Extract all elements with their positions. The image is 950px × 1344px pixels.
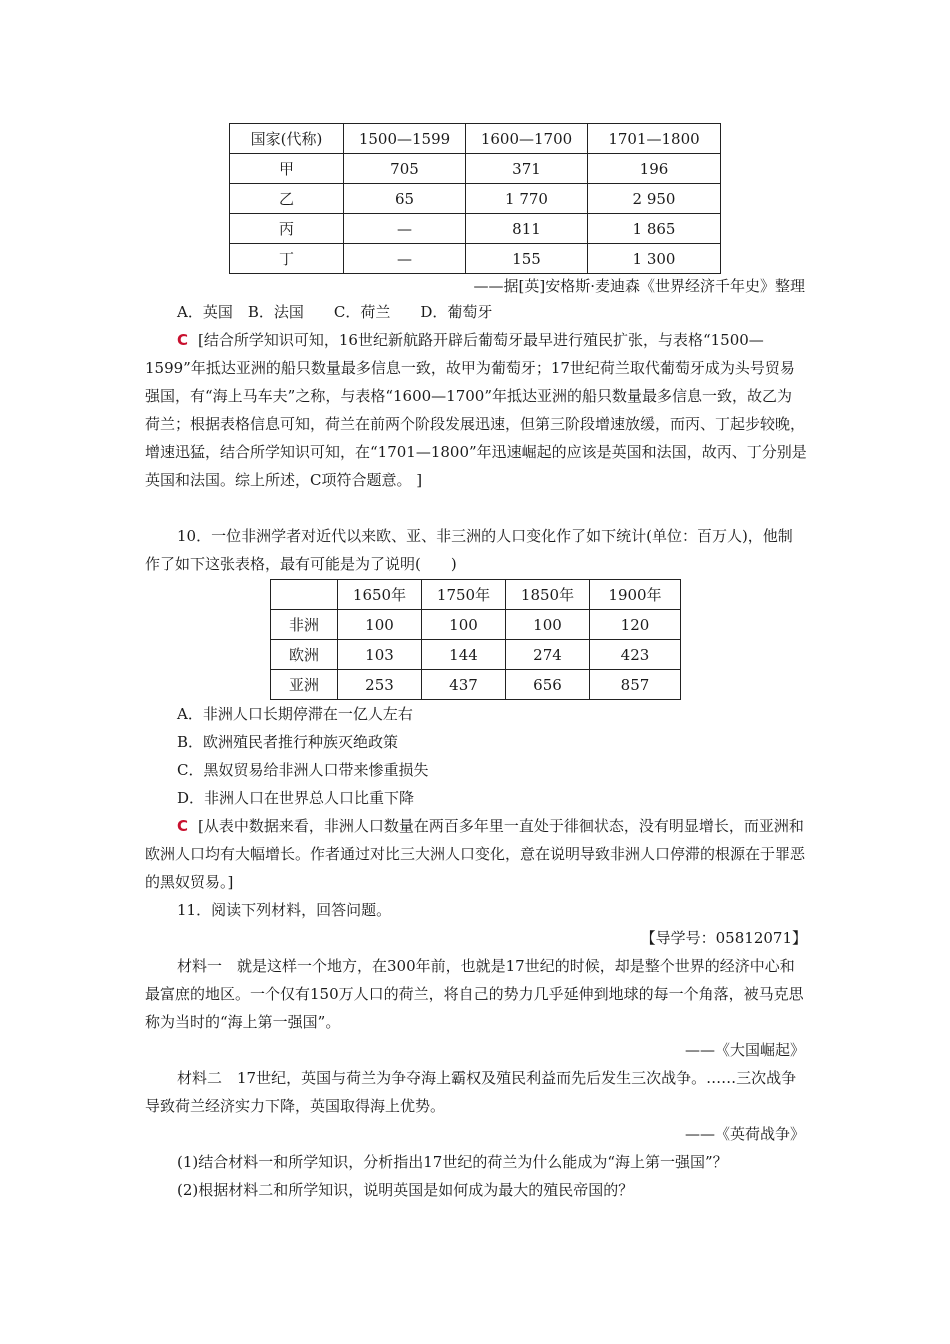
table-header-cell: 1850年 <box>506 580 590 610</box>
q10-option-c: C．黑奴贸易给非洲人口带来惨重损失 <box>177 761 429 779</box>
q10-explanation: [从表中数据来看，非洲人口数量在两百多年里一直处于徘徊状态，没有明显增长，而亚洲和欧洲人口均有大幅增长。作者通过对比三大洲人口变化，意在说明导致非洲人口停滞的根源在于罪恶的黑奴贸易。] <box>145 817 806 891</box>
table-header-cell: 1500—1599 <box>344 124 466 154</box>
table-cell: 155 <box>466 244 588 274</box>
q10-option-d: D．非洲人口在世界总人口比重下降 <box>177 789 415 807</box>
table-header-cell <box>271 580 338 610</box>
table-cell: 丁 <box>230 244 344 274</box>
table-cell: 65 <box>344 184 466 214</box>
material-two-source: ——《英荷战争》 <box>684 1125 805 1143</box>
q10-option-a: A．非洲人口长期停滞在一亿人左右 <box>177 705 413 723</box>
table-cell: 甲 <box>230 154 344 184</box>
table-header-cell: 1650年 <box>338 580 422 610</box>
table-row <box>230 184 721 214</box>
table-header-cell: 1600—1700 <box>466 124 588 154</box>
table-cell: 1 300 <box>588 244 721 274</box>
q10-option-b: B．欧洲殖民者推行种族灭绝政策 <box>177 733 399 751</box>
q10-stem: 10．一位非洲学者对近代以来欧、亚、非三洲的人口变化作了如下统计(单位：百万人)，他制作了如下这张表格，最有可能是为了说明( ) <box>145 527 793 573</box>
table-cell: 423 <box>590 640 681 670</box>
q11-stem: 11．阅读下列材料，回答问题。 <box>177 901 392 919</box>
table-cell: 656 <box>506 670 590 700</box>
table-cell: 乙 <box>230 184 344 214</box>
table-row <box>230 214 721 244</box>
q11-question-2: (2)根据材料二和所学知识，说明英国是如何成为最大的殖民帝国的？ <box>177 1181 634 1199</box>
table-header-row <box>271 580 681 610</box>
material-two: 材料二 17世纪，英国与荷兰为争夺海上霸权及殖民利益而先后发生三次战争。……三次战争导致荷兰经济实力下降，英国取得海上优势。 <box>145 1069 797 1115</box>
table-cell: 253 <box>338 670 422 700</box>
table-cell: 371 <box>466 154 588 184</box>
table-cell: 120 <box>590 610 681 640</box>
q11-question-1: (1)结合材料一和所学知识，分析指出17世纪的荷兰为什么能成为“海上第一强国”？ <box>177 1153 728 1171</box>
material-one-source: ——《大国崛起》 <box>684 1041 805 1059</box>
table-header-cell: 1701—1800 <box>588 124 721 154</box>
table-cell: 437 <box>422 670 506 700</box>
table-cell: 1 865 <box>588 214 721 244</box>
table-cell: 274 <box>506 640 590 670</box>
table-cell: — <box>344 214 466 244</box>
table-cell: 100 <box>506 610 590 640</box>
table-header-cell: 1900年 <box>590 580 681 610</box>
table-row <box>230 244 721 274</box>
table-source: ——据[英]安格斯·麦迪森《世界经济千年史》整理 <box>473 277 805 295</box>
table-cell: 196 <box>588 154 721 184</box>
table-cell: — <box>344 244 466 274</box>
table-row <box>230 154 721 184</box>
table-cell: 144 <box>422 640 506 670</box>
population-table <box>270 579 681 700</box>
table-cell: 丙 <box>230 214 344 244</box>
q9-options: A．英国 B．法国 C．荷兰 D．葡萄牙 <box>177 303 493 321</box>
table-cell: 亚洲 <box>271 670 338 700</box>
material-one: 材料一 就是这样一个地方，在300年前，也就是17世纪的时候，却是整个世界的经济中心和最富庶的地区。一个仅有150万人口的荷兰，将自己的势力几乎延伸到地球的每一个角落，被马克思称为当时的“海上第一强国”。 <box>145 957 804 1031</box>
table-cell: 非洲 <box>271 610 338 640</box>
table-cell: 1 770 <box>466 184 588 214</box>
ship-count-table <box>229 123 721 274</box>
table-header-row <box>230 124 721 154</box>
table-cell: 705 <box>344 154 466 184</box>
table-cell: 2 950 <box>588 184 721 214</box>
table-cell: 103 <box>338 640 422 670</box>
table-header-cell: 1750年 <box>422 580 506 610</box>
table-row <box>271 610 681 640</box>
guide-number: 【导学号：05812071】 <box>640 929 807 947</box>
table-cell: 811 <box>466 214 588 244</box>
table-header-cell: 国家(代称) <box>230 124 344 154</box>
table-cell: 100 <box>422 610 506 640</box>
q10-answer-block <box>145 812 807 896</box>
q9-answer-block <box>145 326 807 494</box>
answer-letter: C <box>177 331 189 349</box>
table-cell: 100 <box>338 610 422 640</box>
table-cell: 857 <box>590 670 681 700</box>
q9-explanation: [结合所学知识可知，16世纪新航路开辟后葡萄牙最早进行殖民扩张，与表格“1500—1599”年抵达亚洲的船只数量最多信息一致，故甲为葡萄牙；17世纪荷兰取代葡萄牙成为头号贸易强国，有“海上马车夫”之称，与表格“1600—1700”年抵达亚洲的船只数量最多信息一致，故乙为荷兰；根据表格信息可知，荷兰在前两个阶段发展迅速，但第三阶段增速放缓，而丙、丁起步较晚，增速迅猛，结合所学知识可知，在“1701—1800”年迅速崛起的应该是英国和法国，故丙、丁分别是英国和法国。综上所述，C项符合题意。 ] <box>145 331 807 489</box>
table-cell: 欧洲 <box>271 640 338 670</box>
answer-letter: C <box>177 817 189 835</box>
table-row <box>271 670 681 700</box>
table-row <box>271 640 681 670</box>
